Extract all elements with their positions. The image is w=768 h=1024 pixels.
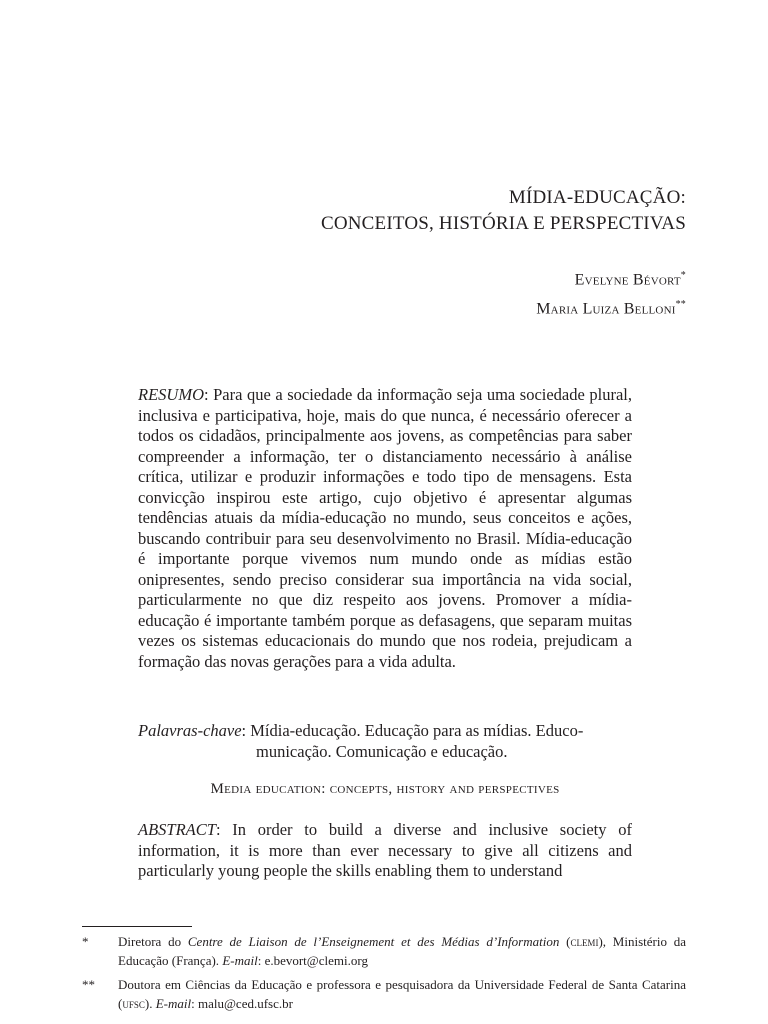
author-belloni xyxy=(536,299,686,318)
footnote-mid: ( xyxy=(559,934,571,949)
keywords-label: Palavras-chave xyxy=(138,721,242,740)
institution-abbr: ufsc xyxy=(122,995,145,1011)
resumo-paragraph xyxy=(138,385,632,672)
footnote-post: ). xyxy=(144,995,156,1011)
author-name: Evelyne Bévort xyxy=(574,271,681,289)
footnote-1 xyxy=(82,933,686,970)
footnote-2 xyxy=(82,976,686,1013)
footnote-pre: Doutora em Ciências da Educação e professora e pesquisadora da Universidade Federal de Santa Catarina ( xyxy=(118,977,686,1011)
footnote-divider xyxy=(82,926,192,927)
email-label: E-mail xyxy=(222,952,258,968)
author-name: Maria Luiza Belloni xyxy=(536,300,676,318)
author-bevort xyxy=(575,270,686,289)
footnote-text xyxy=(118,976,686,1013)
keywords-block xyxy=(138,721,632,762)
title-line-2: CONCEITOS, HISTÓRIA E PERSPECTIVAS xyxy=(320,213,686,234)
keywords-line-1 xyxy=(138,721,632,742)
keywords-text-1: : Mídia-educação. Educação para as mídias. Educo- xyxy=(241,721,584,740)
institution-name: Centre de Liaison de l’Enseignement et des Médias d’Information xyxy=(187,934,560,949)
email-address: : malu@ced.ufsc.br xyxy=(191,995,293,1011)
institution-abbr: clemi xyxy=(570,934,599,949)
email-label: E-mail xyxy=(155,995,192,1011)
footnote-ref: ** xyxy=(675,299,686,310)
keywords-line-2: municação. Comunicação e educação. xyxy=(256,741,508,761)
abstract-text: : In order to build a diverse and inclusive society of information, it is more than ever necessary to give all citizens and particularly young people the skills enabling them to understand xyxy=(138,820,632,880)
footnote-text xyxy=(118,933,686,970)
article-title xyxy=(321,185,686,237)
footnote-mark: ** xyxy=(82,977,95,992)
resumo-text: : Para que a sociedade da informação seja uma sociedade plural, inclusiva e participativa, hoje, mais do que nunca, é necessário oferecer a todos os cidadãos, principalmente aos jovens, as competências para saber compreender a informação, ter o distanciamento necessário à análise crítica, utilizar e produzir informações e todo tipo de mensagens. Esta convicção inspirou este artigo, cujo objetivo é apresentar algumas tendências atuais da mídia-educação no mundo, seus conceitos e ações, buscando contribuir para seu desenvolvimento no Brasil. Mídia-educação é importante porque vivemos num mundo onde as mídias estão onipresentes, sendo preciso considerar sua importância na vida social, particularmente no que diz respeito aos jovens. Promover a mídia-educação é importante também porque as defasagens, que separam muitas vezes os sistemas educacionais do mundo que nos rodeia, prejudicam a formação das novas gerações para a vida adulta. xyxy=(138,385,632,671)
resumo-label: RESUMO xyxy=(138,385,204,404)
abstract-paragraph xyxy=(138,820,632,882)
title-line-1: MÍDIA-EDUCAÇÃO: xyxy=(508,187,686,208)
footnote-ref: * xyxy=(680,270,686,281)
email-address: : e.bevort@clemi.org xyxy=(257,952,368,968)
english-title: Media education: concepts, history and perspectives xyxy=(210,781,560,797)
footnote-mark: * xyxy=(82,934,89,949)
footnote-pre: Diretora do xyxy=(118,934,188,949)
abstract-label: ABSTRACT xyxy=(138,820,216,839)
footnote-post: ), Ministério da Educação (França). xyxy=(118,934,687,968)
